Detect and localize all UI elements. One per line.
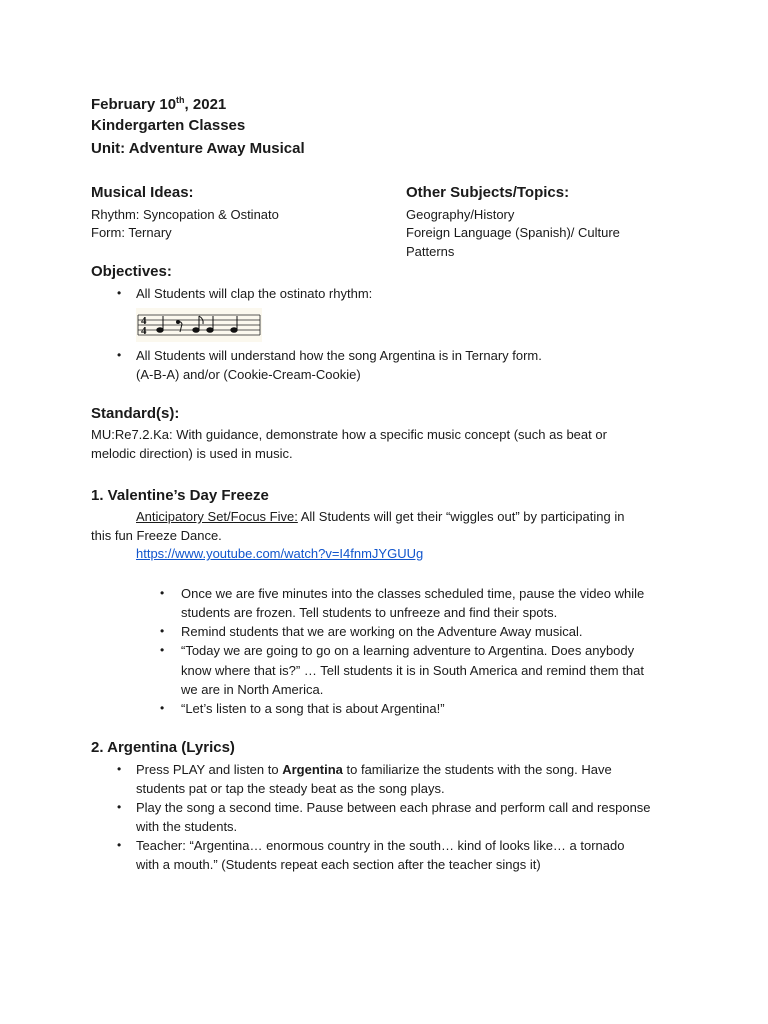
youtube-link[interactable]: https://www.youtube.com/watch?v=I4fnmJYGUUg	[136, 546, 424, 561]
section-title-valentines: 1. Valentine’s Day Freeze	[91, 487, 269, 504]
anticipatory-set-line: this fun Freeze Dance.	[91, 528, 222, 543]
lesson-date: February 10th, 2021	[91, 95, 227, 113]
other-subjects-line: Foreign Language (Spanish)/ Culture	[406, 225, 620, 240]
list-item: Once we are five minutes into the classes scheduled time, pause the video while	[181, 586, 645, 601]
standards-title: Standard(s):	[91, 405, 180, 422]
list-item-continued: with a mouth.” (Students repeat each section after the teacher sings it)	[136, 857, 541, 872]
list-item-continued: students are frozen. Tell students to unfreeze and find their spots.	[181, 605, 558, 620]
musical-ideas-title: Musical Ideas:	[91, 184, 194, 201]
list-item: Remind students that we are working on the Adventure Away musical.	[181, 624, 583, 639]
standards-text: melodic direction) is used in music.	[91, 446, 293, 461]
bullet-icon: •	[160, 624, 165, 638]
bullet-icon: •	[160, 701, 165, 715]
list-item: Press PLAY and listen to Argentina to familiarize the students with the song. Have	[136, 762, 612, 777]
anticipatory-set-line: Anticipatory Set/Focus Five: All Students will get their “wiggles out” by participating in	[136, 509, 625, 524]
list-item-continued: with the students.	[136, 819, 238, 834]
bullet-icon: •	[117, 838, 122, 852]
bullet-icon: •	[117, 286, 122, 300]
bullet-icon: •	[117, 800, 122, 814]
anticipatory-set-label: Anticipatory Set/Focus Five:	[136, 509, 298, 524]
bullet-icon: •	[160, 643, 165, 657]
other-subjects-title: Other Subjects/Topics:	[406, 184, 570, 201]
bullet-icon: •	[160, 586, 165, 600]
bullet-icon: •	[117, 348, 122, 362]
objective-item: All Students will understand how the song Argentina is in Ternary form.	[136, 348, 542, 363]
svg-text:4: 4	[141, 315, 147, 327]
musical-ideas-line: Form: Ternary	[91, 225, 172, 240]
standards-text: MU:Re7.2.Ka: With guidance, demonstrate how a specific music concept (such as beat or	[91, 427, 607, 442]
lesson-unit: Unit: Adventure Away Musical	[91, 140, 305, 157]
lesson-classes: Kindergarten Classes	[91, 117, 246, 134]
list-item-continued: know where that is?” … Tell students it is in South America and remind them that	[181, 663, 644, 678]
list-item-continued: students pat or tap the steady beat as the song plays.	[136, 781, 445, 796]
objective-item-continued: (A-B-A) and/or (Cookie-Cream-Cookie)	[136, 367, 361, 382]
list-item: “Let’s listen to a song that is about Argentina!”	[181, 701, 445, 716]
objectives-title: Objectives:	[91, 263, 172, 280]
objective-item: All Students will clap the ostinato rhythm:	[136, 286, 373, 301]
section-title-argentina: 2. Argentina (Lyrics)	[91, 739, 235, 756]
other-subjects-line: Patterns	[406, 244, 455, 259]
bullet-icon: •	[117, 762, 122, 776]
svg-text:4: 4	[141, 325, 147, 337]
list-item: Play the song a second time. Pause between each phrase and perform call and response	[136, 800, 651, 815]
music-staff-icon	[136, 308, 262, 342]
list-item: Teacher: “Argentina… enormous country in the south… kind of looks like… a tornado	[136, 838, 625, 853]
other-subjects-line: Geography/History	[406, 207, 515, 222]
musical-ideas-line: Rhythm: Syncopation & Ostinato	[91, 207, 279, 222]
list-item: “Today we are going to go on a learning adventure to Argentina. Does anybody	[181, 643, 635, 658]
list-item-continued: we are in North America.	[181, 682, 324, 697]
